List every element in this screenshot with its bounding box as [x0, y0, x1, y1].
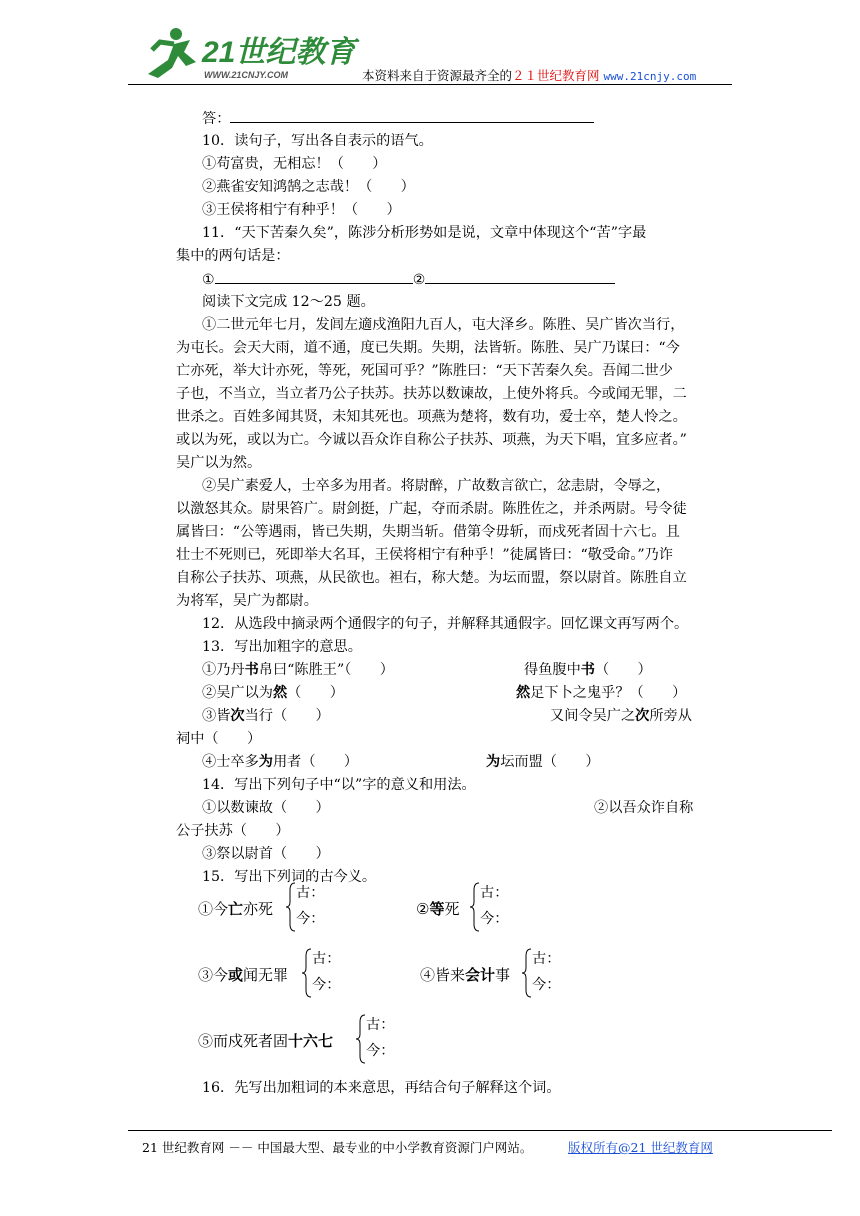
answer-blank[interactable] [230, 108, 594, 123]
passage-1-line: 亡亦死，举大计亦死，等死，死国可乎？”陈胜曰：“天下苦秦久矣。吾闻二世少 [176, 363, 673, 379]
question-10: 10．读句子，写出各自表示的语气。 [202, 133, 433, 149]
passage-1-line: 子也，不当立，当立者乃公子扶苏。扶苏以数谏故，上使外将兵。今或闻无罪，二 [176, 386, 687, 402]
q13-item-1b: 得鱼腹中书（ ） [524, 662, 652, 678]
q13-item-3c: 祠中（ ） [176, 731, 262, 747]
tagline-url[interactable]: www.21cnjy.com [603, 70, 697, 83]
q13-item-3a: ③皆次当行（ ） [202, 708, 330, 724]
passage-2-line: 属皆曰：“公等遇雨，皆已失期，失期当斩。借第令毋斩，而戍死者固十六七。且 [176, 524, 680, 540]
reading-instruction: 阅读下文完成 12～25 题。 [202, 294, 375, 310]
q13-item-2b: 然足下卜之鬼乎？（ ） [516, 685, 687, 701]
brace-icon [356, 1014, 366, 1064]
q10-item-2: ②燕雀安知鸿鹄之志哉！（ ） [202, 179, 415, 195]
passage-2-line: 自称公子扶苏、项燕，从民欲也。袒右，称大楚。为坛而盟，祭以尉首。陈胜自立 [176, 570, 687, 586]
q11-blank-1[interactable] [215, 269, 413, 284]
q13-item-2a: ②吴广以为然（ ） [202, 685, 344, 701]
q10-item-1: ①苟富贵，无相忘！（ ） [202, 156, 387, 172]
brace-icon [286, 882, 296, 932]
brace-icon [522, 948, 532, 998]
q11-blanks: ① ② [202, 269, 615, 290]
passage-2-line: 以激怒其众。尉果笞广。尉剑挺，广起，夺而杀尉。陈胜佐之，并杀两尉。号令徒 [176, 501, 687, 517]
q14-item-2a: ②以吾众诈自称 [594, 800, 694, 816]
question-11-cont: 集中的两句话是： [176, 248, 290, 264]
question-13: 13．写出加粗字的意思。 [202, 639, 362, 655]
question-12: 12．从选段中摘录两个通假字的句子，并解释其通假字。回忆课文再写两个。 [202, 616, 689, 632]
answer-line: 答： [202, 108, 594, 129]
question-14: 14．写出下列句子中“以”字的意义和用法。 [202, 777, 476, 793]
logo-url: WWW.21CNJY.COM [204, 70, 289, 80]
passage-1-line: 吴广以为然。 [176, 455, 262, 471]
footer-text: 21 世纪教育网 －－ 中国最大型、最专业的中小学教育资源门户网站。 [142, 1140, 533, 1155]
copyright-link[interactable]: 版权所有@21 世纪教育网 [568, 1140, 713, 1155]
passage-1-line: 为屯长。会天大雨，道不通，度已失期。失期，法皆斩。陈胜、吴广乃谋曰：“今 [176, 340, 680, 356]
question-16: 16．先写出加粗词的本来意思，再结合句子解释这个词。 [202, 1080, 561, 1096]
header-divider [128, 84, 732, 85]
passage-2-line: 壮士不死则已，死即举大名耳，王侯将相宁有种乎！”徒属皆曰：“敬受命。”乃诈 [176, 547, 674, 563]
footer-divider [128, 1130, 832, 1131]
q13-item-1a: ①乃丹书帛曰“陈胜王”（ ） [202, 662, 394, 678]
q14-item-2b: 公子扶苏（ ） [176, 823, 290, 839]
q13-item-4b: 为坛而盟（ ） [486, 754, 600, 770]
q13-item-4a: ④士卒多为用者（ ） [202, 754, 359, 770]
q14-item-3: ③祭以尉首（ ） [202, 846, 330, 862]
header-tagline [362, 66, 696, 84]
passage-1-line: 或以为死，或以为亡。今诚以吾众诈自称公子扶苏、项燕，为天下唱，宜多应者。” [176, 432, 687, 448]
tagline-brand: ２１世纪教育网 [512, 68, 600, 83]
running-figure-icon [148, 28, 196, 78]
q11-blank-2[interactable] [425, 269, 615, 284]
question-11: 11．“天下苦秦久矣”，陈涉分析形势如是说，文章中体现这个“苦”字最 [202, 225, 647, 241]
logo-text: 21世纪教育 [202, 36, 356, 69]
q14-item-1: ①以数谏故（ ） [202, 800, 330, 816]
tagline-prefix: 本资料来自于资源最齐全的 [362, 68, 513, 83]
passage-2-line: ②吴广素爱人，士卒多为用者。将尉醉，广故数言欲亡，忿恚尉，令辱之， [202, 478, 671, 494]
passage-2-line: 为将军，吴广为都尉。 [176, 593, 318, 609]
q13-item-3b: 又间令吴广之次所旁从 [550, 708, 692, 724]
q10-item-3: ③王侯将相宁有种乎！（ ） [202, 202, 401, 218]
passage-1-line: 世杀之。百姓多闻其贤，未知其死也。项燕为楚将，数有功，爱士卒，楚人怜之。 [176, 409, 687, 425]
brace-icon [470, 882, 480, 932]
passage-1-line: ①二世元年七月，发闾左適戍渔阳九百人，屯大泽乡。陈胜、吴广皆次当行， [202, 317, 685, 333]
brace-icon [302, 948, 312, 998]
site-logo [138, 22, 356, 82]
question-15: 15．写出下列词的古今义。 [202, 869, 377, 885]
